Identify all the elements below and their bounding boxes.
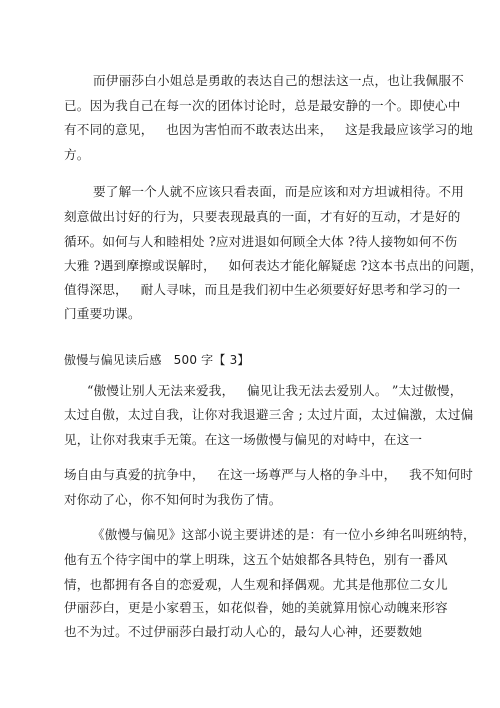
text-line: 门重要功课。 — [64, 306, 141, 321]
text-line: 刻意做出讨好的行为，只要表现最真的一面，才有好的互动，才是好的 — [64, 209, 461, 224]
text-line: 已。因为我自己在每一次的团体讨论时，总是最安静的一个。即使心中 — [64, 98, 461, 113]
text-line: 而伊丽莎白小姐总是勇敢的表达自己的想法这一点，也让我佩服不 — [93, 73, 465, 88]
text-line: 值得深思， 耐人寻味，而且是我们初中生必须要好好思考和学习的一 — [64, 282, 461, 297]
text-line: 见，让你对我束手无策。在这一场傲慢与偏见的对峙中，在这一 — [64, 432, 423, 447]
text-line: 循环。如何与人和睦相处 ?应对进退如何顾全大体 ?待人接物如何不伤 — [64, 234, 458, 249]
text-line: 场自由与真爱的抗争中， 在这一场尊严与人格的争斗中， 我不知何时 — [64, 467, 474, 482]
text-line: 方。 — [64, 147, 90, 162]
text-line: 《傲慢与偏见》这部小说主要讲述的是：有一位小乡绅名叫班纳特， — [92, 527, 476, 542]
text-line: 有不同的意见， 也因为害怕而不敢表达出来， 这是我最应该学习的地 — [64, 122, 474, 137]
section-heading: 傲慢与偏见读后感 500 字【 3】 — [64, 353, 250, 367]
text-line: 他有五个待字闺中的掌上明珠，这五个姑娘都各具特色，别有一番风 — [64, 552, 448, 567]
text-line: 也不为过。不过伊丽莎白最打动人心的，最勾人心神，还要数她 — [64, 624, 423, 639]
text-line: 情，也都拥有各自的恋爱观，人生观和择偶观。尤其是他那位二女儿 — [64, 577, 448, 592]
text-line: “傲慢让别人无法来爱我， 偏见让我无法去爱别人。 ”太过傲慢， — [87, 383, 463, 398]
text-line: 对你动了心，你不知何时为我伤了情。 — [64, 492, 282, 507]
text-line: 太过自傲，太过自我，让你对我退避三舍 ; 太过片面，太过偏激，太过偏 — [64, 407, 474, 422]
text-line: 伊丽莎白，更是小家碧玉，如花似眷，她的美就算用惊心动魄来形容 — [64, 600, 448, 615]
text-line: 要了解一个人就不应该只看表面，而是应该和对方坦诚相待。不用 — [93, 184, 465, 199]
text-line: 大雅 ?遇到摩擦或误解时， 如何表达才能化解疑虑 ?这本书点出的问题， — [64, 258, 483, 273]
